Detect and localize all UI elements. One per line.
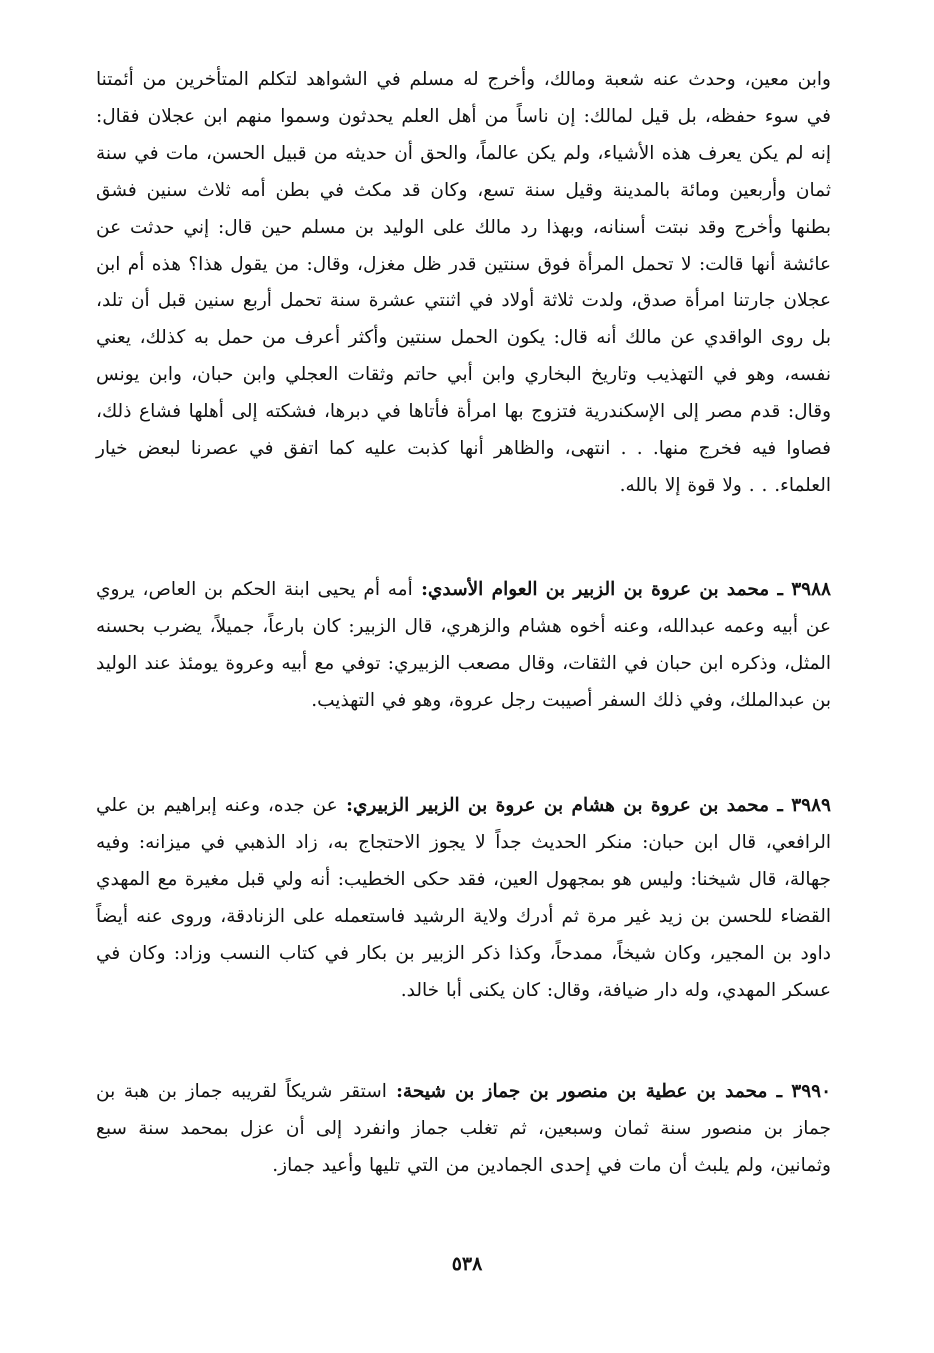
entry-3990: [96, 1074, 831, 1185]
paragraph-text: وابن معين، وحدث عنه شعبة ومالك، وأخرج له مسلم في الشواهد لتكلم المتأخرين من أئمتنا في سوء حفظه، بل قيل لمالك: إن ناساً من أهل العلم يحدثون وسموا منهم ابن عجلان فقال: إنه لم يكن يعرف هذه الأشياء، ولم يكن عالماً، والحق أن حديثه من قبيل الحسن، مات في سنة ثمان وأربعين ومائة بالمدينة وقيل سنة تسع، وكان قد مكث في بطن أمه ثلاث سنين فشق بطنها وأخرج وقد نبتت أسنانه، وبهذا رد مالك على الوليد بن مسلم حين قال: إني حدثت عن عائشة أنها قالت: لا تحمل المرأة فوق سنتين قدر ظل مغزل، وقال: من يقول هذا؟ هذه أم ابن عجلان جارتنا امرأة صدق، ولدت ثلاثة أولاد في اثنتي عشرة سنة تحمل أربع سنين قبل أن تلد، بل روى الواقدي عن مالك أنه قال: يكون الحمل سنتين وأكثر أعرف من حمل به كذلك، يعني نفسه، وهو في التهذيب وتاريخ البخاري وابن أبي حاتم وثقات العجلي وابن حبان، وابن يونس وقال: قدم مصر إلى الإسكندرية فتزوج بها امرأة فأتاها في دبرها، فشكته إلى أهلها فشاع ذلك، فصاوا فيه فخرج منها. . . انتهى، والظاهر أنها كذبت عليه كما اتفق في عصرنا لبعض خيار العلماء. . . ولا قوة إلا بالله.: [96, 69, 831, 496]
paragraph-continuation: [96, 62, 831, 505]
entry-heading: ٣٩٨٨ ـ محمد بن عروة بن الزبير بن العوام الأسدي:: [412, 579, 831, 600]
entry-heading: ٣٩٩٠ ـ محمد بن عطية بن منصور بن جماز بن شيحة:: [386, 1081, 832, 1102]
entry-3988: [96, 572, 831, 720]
entry-text: عن جده، وعنه إبراهيم بن علي الرافعي، قال ابن حبان: منكر الحديث جداً لا يجوز الاحتجاج به، زاد الذهبي في ميزانه: وفيه جهالة، قال شيخنا: وليس هو بمجهول العين، فقد حكى الخطيب: أنه ولي قبل مغيرة مع المهدي القضاء للحسن بن زيد غير مرة ثم أدرك ولاية الرشيد فاستعمله على الزنادقة، وروى عنه أيضاً داود بن المجير، وكان شيخاً، ممدحاً، وكذا ذكر الزبير بن بكار في كتاب النسب وزاد: وكان في عسكر المهدي، وله دار ضيافة، وقال: كان يكنى أبا خالد.: [96, 795, 831, 1001]
entry-text: أمه أم يحيى ابنة الحكم بن العاص، يروي عن أبيه وعمه عبدالله، وعنه أخوه هشام والزهري، قال الزبير: كان بارعاً، جميلاً، يضرب بحسنه المثل، وذكره ابن حبان في الثقات، وقال مصعب الزبيري: توفي مع أبيه وعروة يومئذ عند الوليد بن عبدالملك، وفي ذلك السفر أصيبت رجل عروة، وهو في التهذيب.: [96, 579, 831, 711]
entry-text: استقر شريكاً لقريبه جماز بن هبة بن جماز بن منصور سنة ثمان وسبعين، ثم تغلب جماز وانفرد إلى أن عزل بمحمد سنة سبع وثمانين، ولم يلبث أن مات في إحدى الجمادين من التي تليها وأعيد جماز.: [96, 1081, 831, 1176]
entry-heading: ٣٩٨٩ ـ محمد بن عروة بن هشام بن عروة بن الزبير الزبيري:: [337, 795, 831, 816]
page-number: ٥٣٨: [451, 1253, 483, 1275]
entry-3989: [96, 788, 831, 1009]
